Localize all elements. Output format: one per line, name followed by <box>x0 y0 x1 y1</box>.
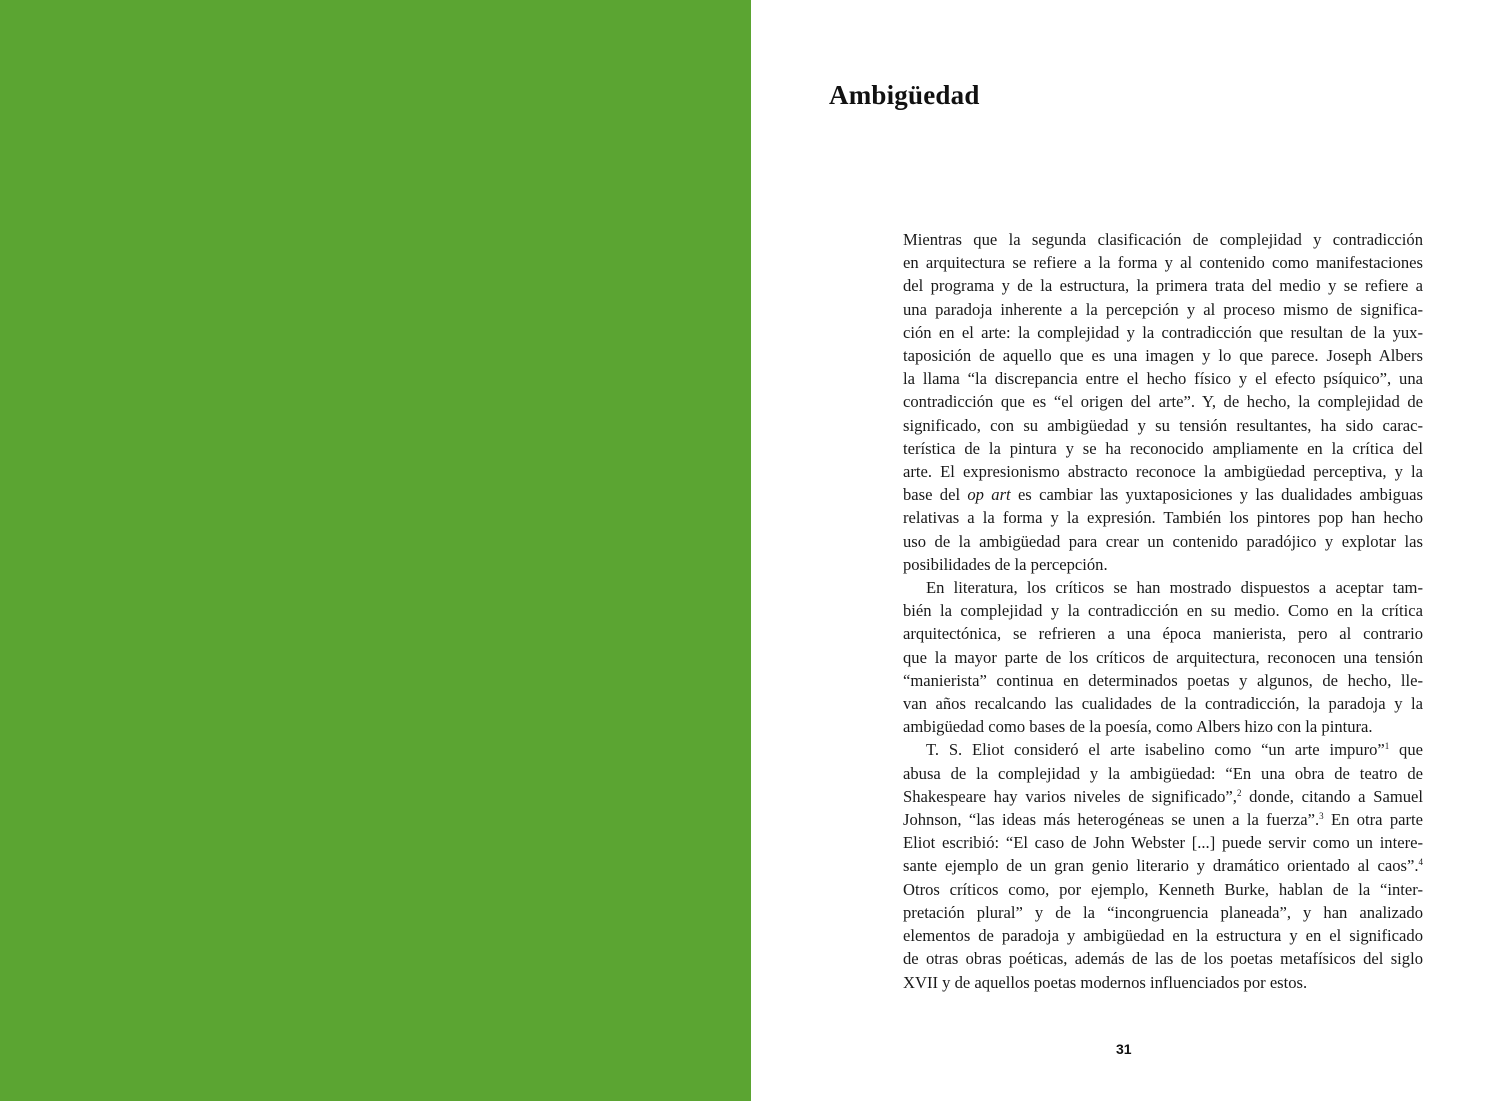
text-line: bién la complejidad y la contradicción en su medio. Como en la crítica <box>903 601 1423 621</box>
text-line: taposición de aquello que es una imagen y lo que parece. Joseph Albers <box>903 346 1423 366</box>
text-line <box>903 808 1423 831</box>
text-line: En literatura, los críticos se han mostrado dispuestos a aceptar tam- <box>926 578 1423 598</box>
text-line: “manierista” continua en determinados poetas y algunos, de hecho, lle- <box>903 670 1423 690</box>
text-line: elementos de paradoja y ambigüedad en la estructura y en el significado <box>903 926 1423 946</box>
text-fragment: T. S. Eliot consideró el arte isabelino como “un arte impuro” <box>926 740 1385 760</box>
text-line: terística de la pintura y se ha reconocido ampliamente en la crítica del <box>903 438 1423 458</box>
text-line: significado, con su ambigüedad y su tensión resultantes, ha sido carac- <box>903 415 1423 435</box>
text-line: arte. El expresionismo abstracto reconoce la ambigüedad perceptiva, y la <box>903 462 1423 482</box>
text-line: de otras obras poéticas, además de las de los poetas metafísicos del siglo <box>903 949 1423 969</box>
chapter-title: Ambigüedad <box>829 80 980 110</box>
text-fragment: donde, citando a Samuel <box>1241 786 1424 806</box>
footnote-ref: 1 <box>1384 741 1390 752</box>
text-line: Eliot escribió: “El caso de John Webster [...] puede servir como un intere- <box>903 833 1423 853</box>
text-fragment: sante ejemplo de un gran genio literario y dramático orientado al caos”. <box>903 856 1419 876</box>
text-fragment: base del <box>903 485 968 505</box>
page-number: 31 <box>1116 1041 1132 1057</box>
text-line: Mientras que la segunda clasificación de complejidad y contradicción <box>903 230 1423 249</box>
text-line: abusa de la complejidad y la ambigüedad: “En una obra de teatro de <box>903 763 1423 783</box>
text-line: posibilidades de la percepción. <box>903 554 1108 574</box>
text-line: en arquitectura se refiere a la forma y al contenido como manifestaciones <box>903 253 1423 273</box>
footnote-ref: 4 <box>1418 857 1423 868</box>
text-line: Otros críticos como, por ejemplo, Kenneth Burke, hablan de la “inter- <box>903 879 1423 899</box>
text-line <box>903 738 1423 761</box>
body-text <box>903 228 1423 994</box>
text-line: del programa y de la estructura, la primera trata del medio y se refiere a <box>903 276 1423 296</box>
text-line: la llama “la discrepancia entre el hecho físico y el efecto psíquico”, una <box>903 369 1423 389</box>
text-fragment: es cambiar las yuxtaposiciones y las dualidades ambiguas <box>1010 485 1423 505</box>
text-line: relativas a la forma y la expresión. También los pintores pop han hecho <box>903 508 1423 528</box>
text-line: ción en el arte: la complejidad y la contradicción que resultan de la yux- <box>903 322 1423 342</box>
text-line: que la mayor parte de los críticos de arquitectura, reconocen una tensión <box>903 647 1423 667</box>
text-line <box>903 483 1423 506</box>
footnote-ref: 3 <box>1319 811 1324 822</box>
text-fragment: En otra parte <box>1323 810 1423 830</box>
paragraph-1 <box>903 228 1423 576</box>
text-line: contradicción que es “el origen del arte”. Y, de hecho, la complejidad de <box>903 392 1423 412</box>
italic-term: op art <box>967 485 1011 505</box>
text-line: arquitectónica, se refrieren a una época manierista, pero al contrario <box>903 624 1423 644</box>
text-fragment: que <box>1389 740 1424 760</box>
text-line: XVII y de aquellos poetas modernos influenciados por estos. <box>903 972 1308 992</box>
footnote-ref: 2 <box>1236 787 1242 798</box>
text-line <box>903 785 1423 808</box>
text-line: ambigüedad como bases de la poesía, como Albers hizo con la pintura. <box>903 717 1373 737</box>
text-fragment: Shakespeare hay varios niveles de significado”, <box>903 786 1237 806</box>
text-fragment: Johnson, “las ideas más heterogéneas se unen a la fuerza”. <box>903 810 1320 830</box>
paragraph-3 <box>903 738 1423 993</box>
text-line: van años recalcando las cualidades de la contradicción, la paradoja y la <box>903 694 1423 714</box>
text-line: uso de la ambigüedad para crear un contenido paradójico y explotar las <box>903 531 1423 551</box>
paragraph-2 <box>903 576 1423 738</box>
text-line <box>903 854 1423 877</box>
text-line: una paradoja inherente a la percepción y al proceso mismo de significa- <box>903 299 1423 319</box>
text-line: pretación plural” y de la “incongruencia planeada”, y han analizado <box>903 902 1423 922</box>
